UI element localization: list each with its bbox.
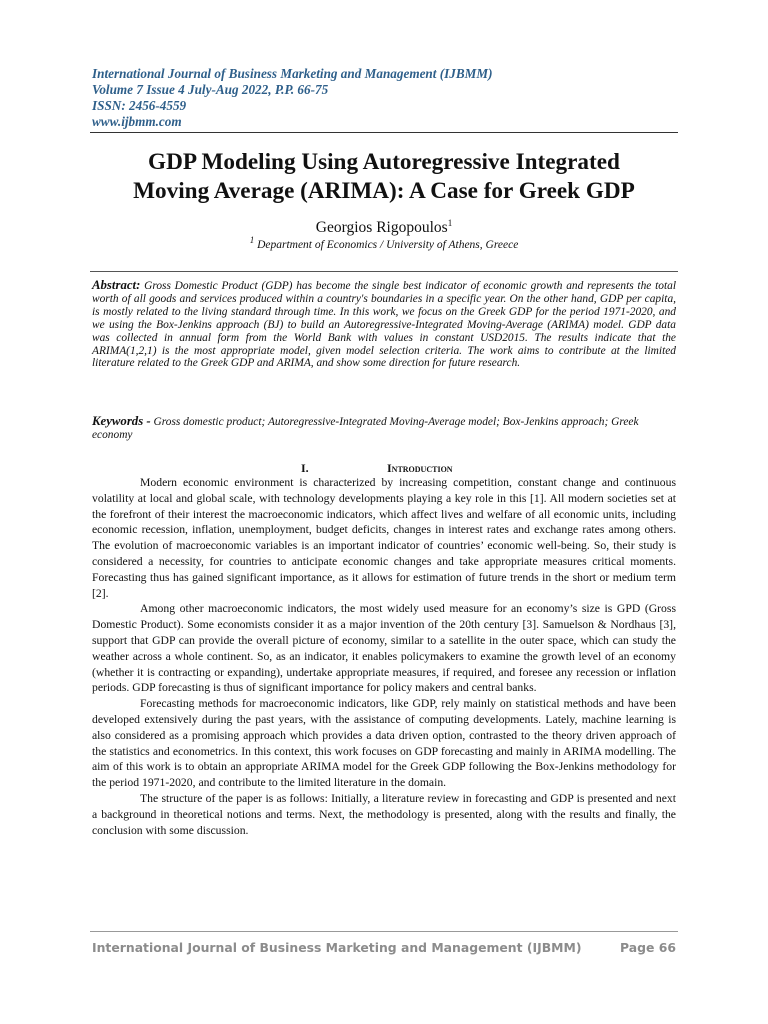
paragraph-4: The structure of the paper is as follows: Initially, a literature review in forecasting and GDP is presented and next a background in theoretical notions and terms. Next, the methodology is presented, along with the results and finally, the conclusion with some discussion. [92, 791, 676, 837]
journal-issn: ISSN: 2456-4559 [92, 98, 187, 113]
footer-page-number: Page 66 [620, 940, 676, 955]
author-superscript: 1 [447, 217, 453, 228]
affiliation-text: Department of Economics / University of Athens, Greece [257, 239, 519, 251]
introduction-body [92, 475, 676, 838]
keywords-block [92, 415, 652, 442]
footer-journal: International Journal of Business Marketing and Management (IJBMM) [92, 940, 582, 955]
author-line [90, 218, 678, 238]
section-title: Introduction [387, 461, 453, 475]
title-line-2: Moving Average (ARIMA): A Case for Greek GDP [133, 178, 635, 204]
paragraph-3: Forecasting methods for macroeconomic indicators, like GDP, rely mainly on statistical methods and have been developed extensively during the past years, with the assistance of computing developments. Lately, machine learning is also considered as a promising approach which provides a data driven option, contrasted to the theory driven approach of the statistics and econometrics. In this context, this work focuses on GDP forecasting and mainly in ARIMA modelling. The aim of this work is to obtain an appropriate ARIMA model for the Greek GDP following the Box-Jenkins methodology for the period 1971-2020, and contribute to the limited literature in the domain. [92, 697, 676, 790]
abstract-text: Gross Domestic Product (GDP) has become the single best indicator of economic growth and represents the total worth of all goods and services produced within a country's boundaries in a specific year. On the other hand, GDP per capita, is mostly related to the living standard through time. In this work, we focus on the Greek GDP for the period 1971-2020, and we using the Box-Jenkins approach (BJ) to build an Autoregressive-Integrated Moving-Average (ARIMA) model. GDP data was collected in annual form from the World Bank with values in constant USD2015. The results indicate that the ARIMA(1,2,1) is the most appropriate model, given model selection criteria. The work aims to contribute at the limited literature related to the Greek GDP and ARIMA, and show some direction for future research. [92, 280, 676, 370]
section-number: I. [301, 461, 309, 475]
affiliation-superscript: 1 [249, 235, 255, 246]
abstract-block [92, 279, 676, 370]
affiliation-line [90, 235, 678, 252]
journal-name: International Journal of Business Marketing and Management (IJBMM) [92, 66, 493, 81]
abstract-divider [90, 271, 678, 272]
keywords-text: Gross domestic product; Autoregressive-Integrated Moving-Average model; Box-Jenkins approach; Greek economy [92, 416, 639, 441]
paragraph-1: Modern economic environment is characterized by increasing competition, constant change and continuous volatility at local and global scale, with technology developments playing a key role in this [1]. All modern societies set at the forefront of their interest the macroeconomic indicators, which affect lives and welfare of all economic units, including economic recession, inflation, unemployment, budget deficits, changes in interest rates and exchange rates among others. The evolution of macroeconomic variables is an important indicator of countries’ economic well-being. So, their study is considered a necessity, for countries to anticipate economic changes and take appropriate measures critical moments. Forecasting thus has gained significant importance, as it allows for estimation of future trends in the short or medium term [2]. [92, 476, 676, 600]
paragraph-2: Among other macroeconomic indicators, the most widely used measure for an economy’s size is GPD (Gross Domestic Product). Some economists consider it as a major invention of the 20th century [3]. Samuelson & Nordhaus [3], support that GDP can provide the overall picture of economy, similar to a satellite in the outer space, which can study the weather across a whole continent. So, as an indicator, it enables policymakers to examine the growth level of an economy (whether it is contracting or expanding), undertake appropriate measures, if required, and foresee any recession or inflation periods. GDP forecasting is thus of significant importance for policy makers and central banks. [92, 602, 676, 695]
keywords-label: Keywords - [92, 414, 151, 428]
author-name: Georgios Rigopoulos [315, 219, 448, 236]
title-line-1: GDP Modeling Using Autoregressive Integrated [148, 149, 620, 175]
header-divider [90, 132, 678, 133]
journal-header [92, 66, 682, 130]
journal-volume: Volume 7 Issue 4 July-Aug 2022, P.P. 66-75 [92, 82, 329, 97]
paper-title [90, 148, 678, 206]
journal-website-link[interactable]: www.ijbmm.com [92, 114, 182, 129]
footer-divider [90, 931, 678, 932]
abstract-label: Abstract: [92, 278, 141, 292]
